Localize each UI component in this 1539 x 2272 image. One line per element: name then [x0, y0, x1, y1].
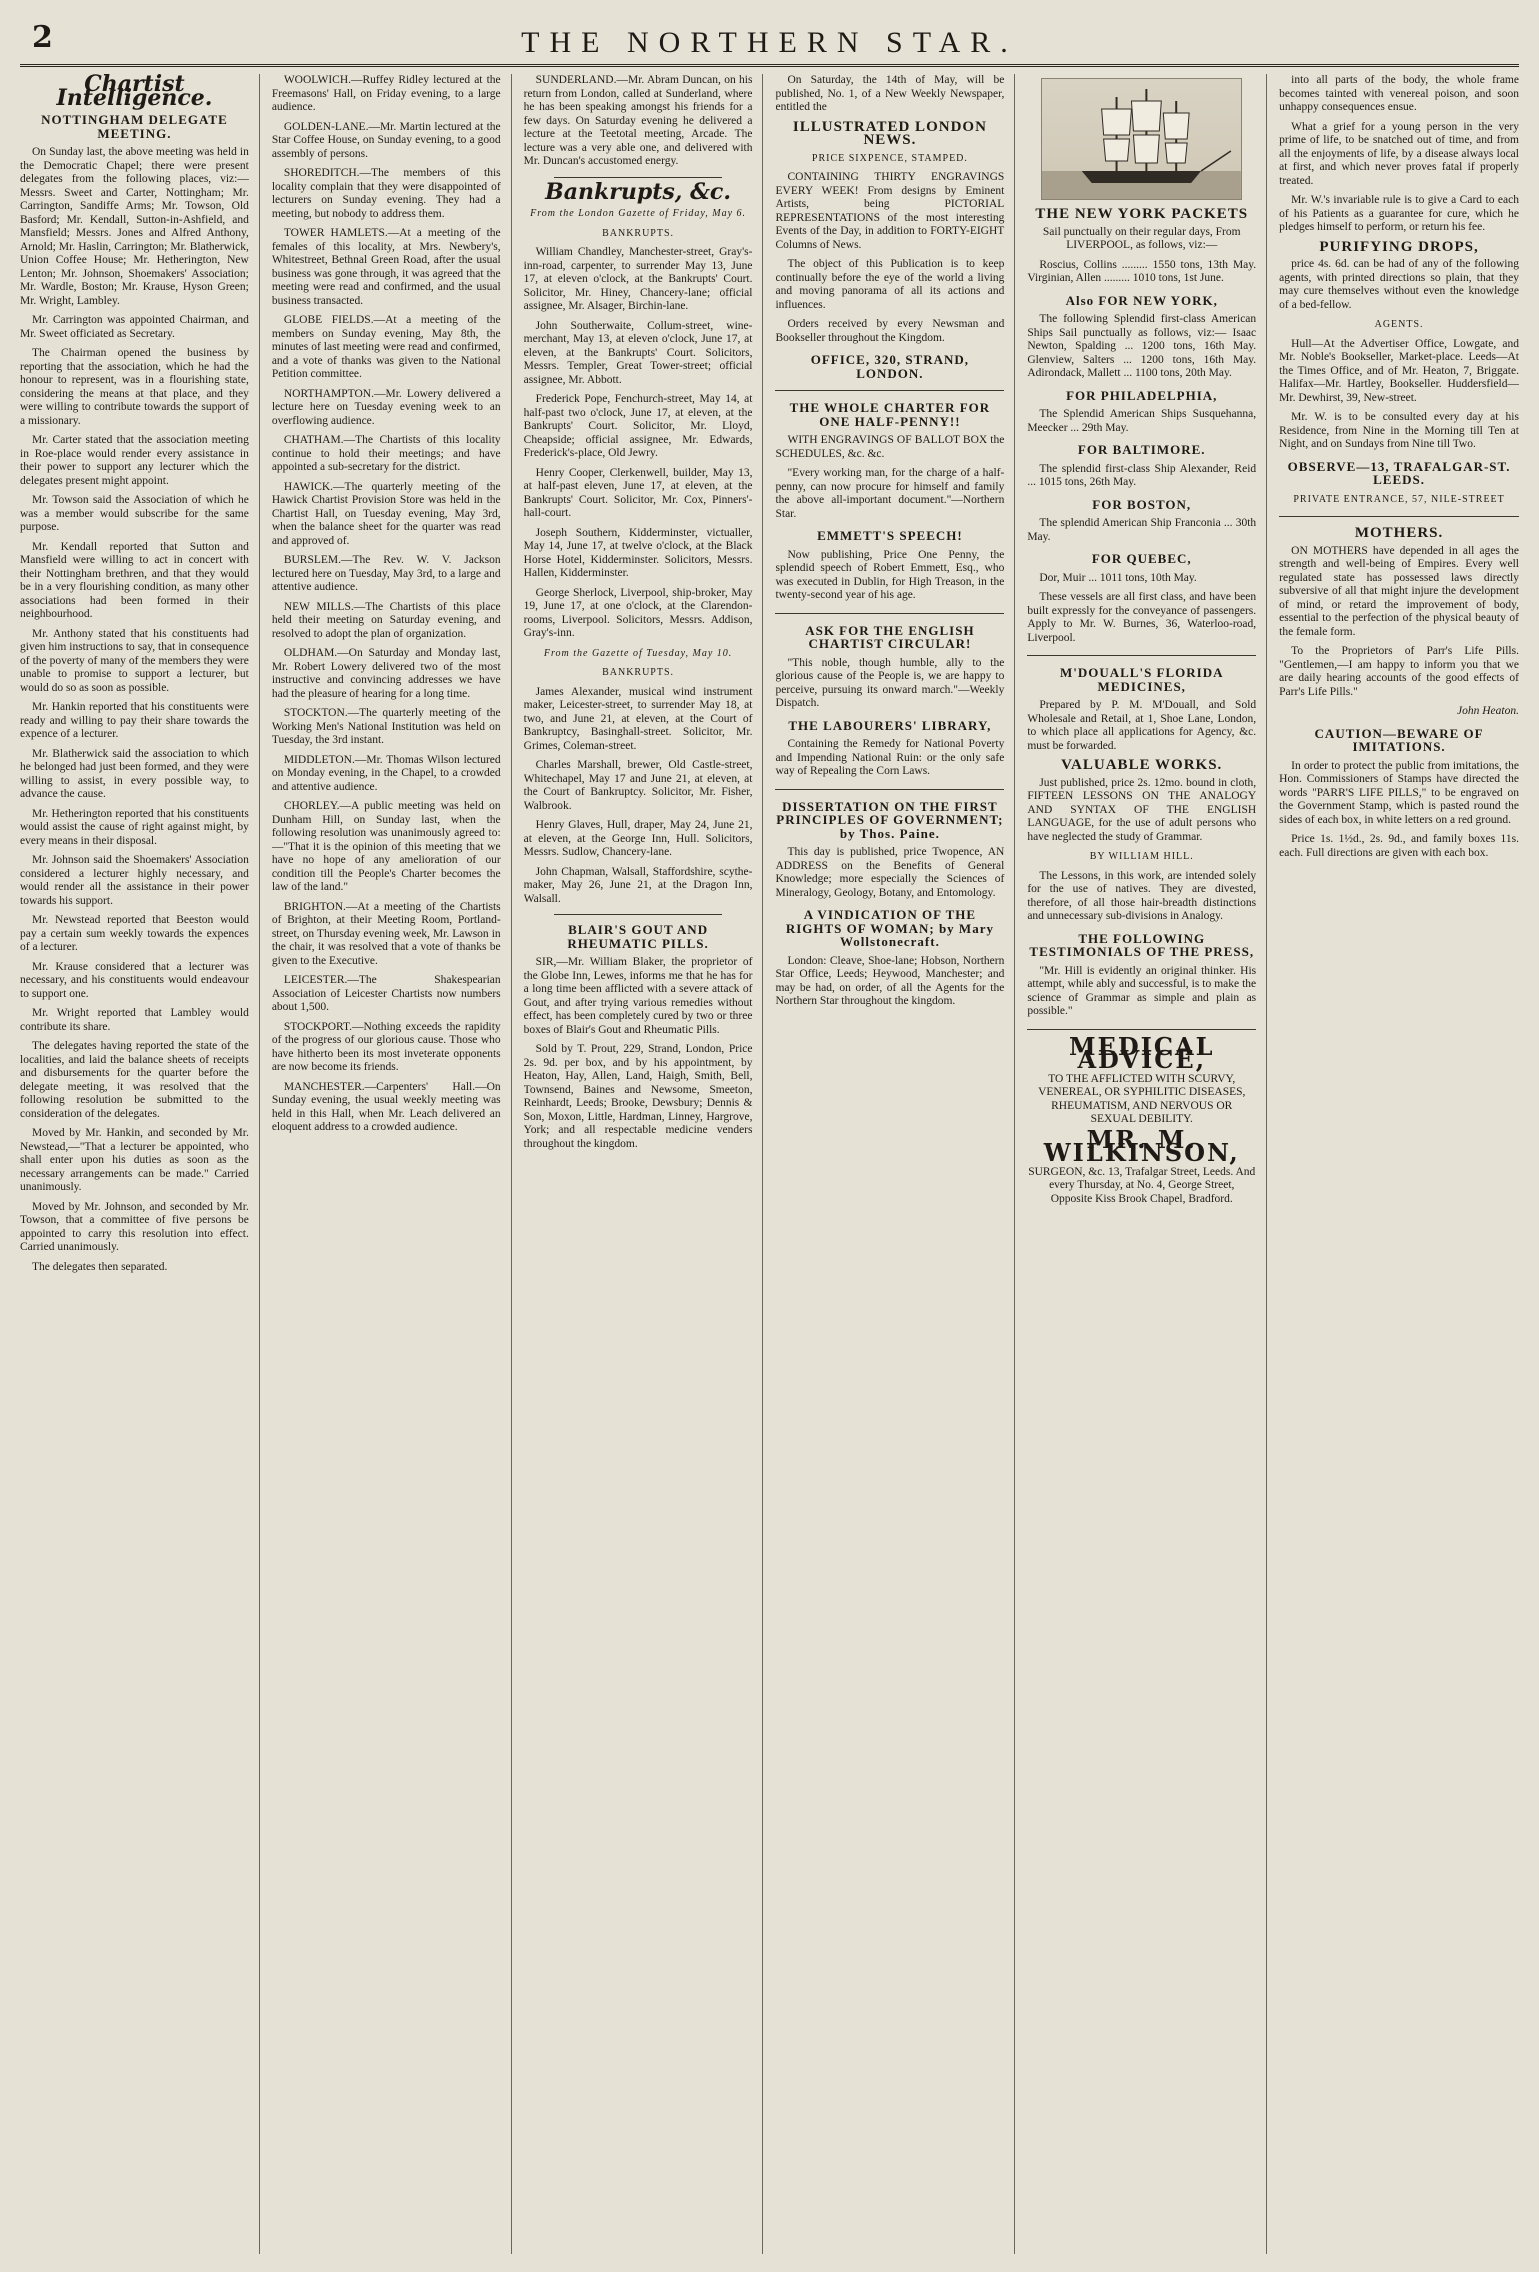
- article-paragraph: OLDHAM.—On Saturday and Monday last, Mr. Robert Lowery delivered two of the most instructive and convincing addresses we have had the pleasure of hearing for a long time.: [271, 647, 501, 700]
- ad-paragraph: London: Cleave, Shoe-lane; Hobson, Northern Star Office, Leeds; Heywood, Manchester; and may be had, on order, of all the Agents for the Northern Star throughout the kingdom.: [775, 954, 1005, 1007]
- ad-heading-valuable-works: VALUABLE WORKS.: [1061, 757, 1223, 773]
- ad-paragraph: WITH ENGRAVINGS OF BALLOT BOX the SCHEDULES, &c. &c.: [775, 434, 1005, 460]
- ad-paragraph: price 4s. 6d. can be had of any of the following agents, with printed directions so plain, that they may cure themselves without even the knowledge of a bed-fellow.: [1279, 258, 1519, 311]
- ad-office-address: OFFICE, 320, STRAND, LONDON.: [810, 352, 970, 381]
- ad-paragraph: The splendid first-class Ship Alexander, Reid ... 1015 tons, 26th May.: [1027, 462, 1257, 488]
- article-paragraph: On Sunday last, the above meeting was held in the Democratic Chapel; there were present delegates from the following places, viz:— Messrs. Sweet and Carter, Nottingham; Mr. Carrington, Sandiffe Arms; Mr. Towson, Old Basford; Mr. Kendall, Sutton-in-Ashfield, and Mansfield; Messrs. Jones and Alfred Anthony, Arnold; Mr. Haslin, Carrington; Mr. Blatherwick, Union Coffee House; Mr. Hetherington, New Lenton; Mr. Johnson, Shoemakers' Association; Mr. Wardle, Boston; Mr. Krause, Hyson Green; Mr. Wright, Lambley.: [20, 146, 249, 307]
- testimonial-signature: John Heaton.: [1457, 705, 1519, 717]
- ad-paragraph: "This noble, though humble, ally to the glorious cause of the People is, we are happy to perceive, pursuing its onward march."—Weekly Dispatch.: [775, 656, 1005, 709]
- ad-paragraph: into all parts of the body, the whole frame becomes tainted with venereal poison, and soon unhappy consequences ensue.: [1279, 74, 1519, 113]
- bankrupt-entry: James Alexander, musical wind instrument maker, Leicester-street, to surrender May 18, at two, and June 21, at eleven, at the Court of Bankruptcy, Basinghall-street. Solicitor, Mr. Grimes, Coleman-street.: [523, 685, 753, 752]
- section-heading-chartist: Chartist Intelligence.: [56, 74, 213, 111]
- ad-paragraph: The following Splendid first-class American Ships Sail punctually as follows, viz:— Isaac Newton, Spalding ... 1200 tons, 16th May. Glenview, Salters ... 1200 tons, 16th May. Adirondack, Mallett ... 1100 tons, 20th May.: [1027, 313, 1257, 379]
- article-paragraph: MANCHESTER.—Carpenters' Hall.—On Sunday evening, the usual weekly meeting was held in this Hall, when Mr. Leach delivered an eloquent address to a crowded audience.: [271, 1080, 501, 1133]
- ad-paragraph: Mr. W. is to be consulted every day at his Residence, from Nine in the Morning till Ten at Night, and on Sundays from Nine till Two.: [1279, 411, 1519, 450]
- ad-paragraph: Sold by T. Prout, 229, Strand, London, Price 2s. 9d. per box, and by his appointment, by Heaton, Hay, Allen, Land, Haigh, Smith, Bell, Townsend, Baines and Newsome, Smeeton, Reinhardt, Leeds; Brooke, Dewsbury; Dennis & Son, Moxon, Little, Hardman, Linney, Hargrove, York; and all respectable medicine venders throughout the kingdom.: [523, 1043, 753, 1150]
- ad-heading-medical-advice: MEDICAL ADVICE,: [1068, 1031, 1215, 1074]
- ad-paragraph: "Mr. Hill is evidently an original thinker. His attempt, while ably and successful, is to make the science of Grammar as simple and plain as possible.": [1027, 964, 1257, 1017]
- bankrupt-entry: Joseph Southern, Kidderminster, victualler, May 14, June 17, at twelve o'clock, at the Black Horse Hotel, Kidderminster. Solicitors, Messrs. Hallen, Kidderminster.: [523, 526, 753, 579]
- article-paragraph: LEICESTER.—The Shakespearian Association of Leicester Chartists now numbers about 1,500.: [271, 974, 501, 1013]
- article-paragraph: Mr. Krause considered that a lecturer was necessary, and his constituents would endeavour to support one.: [20, 960, 249, 1000]
- article-paragraph: Moved by Mr. Hankin, and seconded by Mr. Newstead,—"That a lecturer be appointed, who shall enter upon his duties as soon as the necessary arrangements can be made." Carried unanimously.: [20, 1127, 249, 1193]
- ad-heading-testimonials: THE FOLLOWING TESTIMONIALS OF THE PRESS,: [1029, 930, 1255, 959]
- article-paragraph: Mr. Hankin reported that his constituents were ready and willing to pay their share towards the expence of a lecturer.: [20, 701, 249, 740]
- article-paragraph: BURSLEM.—The Rev. W. V. Jackson lectured here on Tuesday, May 3rd, to a large and attentive audience.: [271, 554, 501, 593]
- article-paragraph: GOLDEN-LANE.—Mr. Martin lectured at the Star Coffee House, on Sunday evening, to a good assembly of persons.: [271, 120, 501, 160]
- article-paragraph: SUNDERLAND.—Mr. Abram Duncan, on his return from London, called at Sunderland, where he has been speaking amongst his friends for a few days. On Saturday evening he delivered a lecture at the Teetotal meeting, Arcade. The lecture was a very able one, and delivered with Mr. Duncan's accustomed energy.: [523, 74, 753, 167]
- ad-paragraph: SIR,—Mr. William Blaker, the proprietor of the Globe Inn, Lewes, informs me that he has for a long time been afflicted with a severe attack of Gout, and after trying various remedies without effect, has been completely cured by two or three boxes of Blair's Gout and Rheumatic Pills.: [523, 956, 753, 1036]
- ad-paragraph: To the Proprietors of Parr's Life Pills. "Gentlemen,—I am happy to inform you that we are daily hearing accounts of the good effects of Parr's Life Pills.": [1279, 645, 1519, 698]
- article-heading-nottingham: NOTTINGHAM DELEGATE MEETING.: [41, 112, 228, 141]
- ad-paragraph: Dor, Muir ... 1011 tons, 10th May.: [1039, 571, 1197, 584]
- ad-paragraph: Mr. W.'s invariable rule is to give a Card to each of his Patients as a guarantee for cure, which he pledges himself to perform, or return his fee.: [1279, 194, 1519, 233]
- ad-paragraph: TO THE AFFLICTED WITH SCURVY, VENEREAL, OR SYPHILITIC DISEASES, RHEUMATISM, AND NERVOUS OR SEXUAL DEBILITY.: [1038, 1072, 1246, 1125]
- bankrupt-entry: George Sherlock, Liverpool, ship-broker, May 19, June 17, at one o'clock, at the Clarendon-rooms, Liverpool. Solicitors, Messrs. Addison, Gray's-inn.: [523, 586, 753, 639]
- article-paragraph: STOCKPORT.—Nothing exceeds the rapidity of the progress of our glorious cause. Those who have hitherto been its most inveterate opponents are now become its friends.: [271, 1020, 501, 1073]
- ad-heading-wilkinson: MR. M. WILKINSON,: [1043, 1124, 1240, 1167]
- ad-private-entrance: PRIVATE ENTRANCE, 57, NILE-STREET: [1293, 493, 1505, 505]
- ad-subheading-quebec: FOR QUEBEC,: [1091, 551, 1192, 566]
- bankrupts-label: BANKRUPTS.: [602, 227, 675, 239]
- article-paragraph: NEW MILLS.—The Chartists of this place held their meeting on Saturday evening, and resolved to adopt the plan of organization.: [271, 600, 501, 640]
- sailing-ship-illustration: [1041, 78, 1242, 200]
- ad-paragraph: "Every working man, for the charge of a half-penny, can now procure for himself and family the above all-important document."—Northern Star.: [775, 467, 1005, 520]
- article-paragraph: Mr. Newstead reported that Beeston would pay a certain sum weekly towards the expences of a lecturer.: [20, 914, 249, 953]
- ad-heading-caution: CAUTION—BEWARE OF IMITATIONS.: [1314, 725, 1484, 754]
- article-paragraph: SHOREDITCH.—The members of this locality complain that they were disappointed of lecturers on Sunday evening. They had a meeting, but nobody to address them.: [271, 167, 501, 220]
- bankrupt-entry: Henry Glaves, Hull, draper, May 24, June 21, at eleven, at the George Inn, Hull. Solicitors, Messrs. Sudlow, Chancery-lane.: [523, 819, 753, 858]
- gazette-date: From the London Gazette of Friday, May 6.: [530, 208, 747, 219]
- divider: [1027, 1029, 1256, 1030]
- article-paragraph: Mr. Kendall reported that Sutton and Mansfield were willing to act in concert with their Nottingham brethren, and that they would be in a very flourishing condition, as many other associations had been formed in their neighbourhood.: [20, 540, 249, 620]
- ad-heading-blairs-pills: BLAIR'S GOUT AND RHEUMATIC PILLS.: [567, 922, 709, 951]
- divider: [554, 177, 723, 178]
- ad-heading-dissertation: DISSERTATION ON THE FIRST PRINCIPLES OF GOVERNMENT; by Thos. Paine.: [776, 798, 1004, 841]
- bankrupt-entry: Frederick Pope, Fenchurch-street, May 14, at half-past two o'clock, June 17, at eleven, at the Bankrupts' Court. Solicitor, Mr. Lloyd, Cheapside; official assignee, Mr. Edwards, Frederick's-place, Old Jewry.: [523, 393, 753, 459]
- ad-paragraph: Just published, price 2s. 12mo. bound in cloth, FIFTEEN LESSONS ON THE ANALOGY AND SYNTAX OF THE ENGLISH LANGUAGE, for the use of adult persons who have neglected the study of Grammar.: [1027, 776, 1257, 843]
- column-2: [272, 74, 512, 2254]
- article-paragraph: The delegates then separated.: [32, 1260, 168, 1273]
- ad-paragraph: On Saturday, the 14th of May, will be published, No. 1, of a New Weekly Newspaper, entitled the: [775, 74, 1005, 113]
- column-6: [1279, 74, 1519, 2254]
- article-paragraph: Mr. Anthony stated that his constituents had given him instructions to say, that in consequence of the poverty of many of the members they were unable to promise to support a lecturer, but would do so as soon as possible.: [20, 627, 249, 694]
- ad-subheading-new-york: Also FOR NEW YORK,: [1065, 292, 1218, 308]
- divider: [775, 390, 1004, 391]
- ad-author: BY WILLIAM HILL.: [1089, 851, 1194, 862]
- column-4: [775, 74, 1015, 2254]
- bankrupt-entry: John Chapman, Walsall, Staffordshire, scythe-maker, May 26, June 21, at the Dragon Inn, Walsall.: [523, 865, 753, 905]
- ad-paragraph: Containing the Remedy for National Poverty and Impending National Ruin: or the only safe way of Repealing the Corn Laws.: [775, 738, 1005, 777]
- article-paragraph: Mr. Blatherwick said the association to which he belonged had just been formed, and they were willing to assist, in every possible way, to advance the cause.: [20, 747, 249, 800]
- ad-paragraph: The Splendid American Ships Susquehanna, Meecker ... 29th May.: [1027, 408, 1257, 434]
- ship-icon: [1042, 79, 1241, 199]
- bankrupt-entry: Charles Marshall, brewer, Old Castle-street, Whitechapel, May 17 and June 21, at eleven, at the Court of Bankruptcy. Solicitor, Mr. Fisher, Walbrook.: [523, 759, 753, 812]
- ad-heading-ny-packets: THE NEW YORK PACKETS: [1035, 206, 1249, 222]
- ad-paragraph: The object of this Publication is to keep continually before the eye of the world a living and moving panorama of all its actions and influences.: [775, 258, 1005, 311]
- ad-paragraph: The splendid American Ship Franconia ... 30th May.: [1027, 517, 1257, 543]
- ad-paragraph: Now publishing, Price One Penny, the splendid speech of Robert Emmett, Esq., who was executed in Dublin, for High Treason, in the twenty-second year of his age.: [775, 548, 1005, 601]
- article-paragraph: CHORLEY.—A public meeting was held on Dunham Hill, on Sunday last, when the following resolution was unanimously agreed to:—"That it is the opinion of this meeting that we have no hope of any amelioration of our condition till the People's Charter becomes the law of the land.": [271, 800, 501, 893]
- article-paragraph: The Chairman opened the business by reporting that the association, which he had the honour to represent, was in a flourishing state, considering the means at that place, and they were willing to contribute towards the support of a missionary.: [20, 347, 249, 427]
- ad-subheading-boston: FOR BOSTON,: [1092, 496, 1192, 512]
- ad-heading-florida-medicines: M'DOUALL'S FLORIDA MEDICINES,: [1059, 665, 1224, 694]
- column-3: [524, 74, 764, 2254]
- ad-paragraph: ON MOTHERS have depended in all ages the strength and well-being of Empires. Every well regulated state has possessed laws directly subversive of all that might injure the development of mind, or retard the improvement of body, essential to the perfection of the physical beauty of the female form.: [1279, 544, 1519, 638]
- page-number: 2: [32, 20, 53, 55]
- masthead: [20, 18, 1519, 67]
- newspaper-title: THE NORTHERN STAR.: [521, 26, 1018, 59]
- article-paragraph: Moved by Mr. Johnson, and seconded by Mr. Towson, that a committee of five persons be appointed to carry this resolution into effect. Carried unanimously.: [20, 1200, 249, 1253]
- ad-heading-emmett: EMMETT'S SPEECH!: [817, 528, 963, 543]
- article-paragraph: TOWER HAMLETS.—At a meeting of the females of this locality, at Mrs. Newbery's, Whitestreet, Bethnal Green Road, after the usual business was gone through, it was agreed that the meeting were read and confirmed, and the usual business transacted.: [271, 227, 501, 307]
- columns: [20, 74, 1519, 2254]
- ad-address: OBSERVE—13, TRAFALGAR-ST. LEEDS.: [1287, 458, 1511, 487]
- bankrupts-label: BANKRUPTS.: [602, 667, 675, 678]
- ad-subheading-philadelphia: FOR PHILADELPHIA,: [1066, 387, 1218, 403]
- column-5: [1027, 74, 1267, 2254]
- ad-paragraph: CONTAINING THIRTY ENGRAVINGS EVERY WEEK! From designs by Eminent Artists, being PICTORIAL REPRESENTATIONS of the most interesting Events of the Day, in addition to FORTY-EIGHT Columns of News.: [775, 171, 1005, 251]
- ad-paragraph: Orders received by every Newsman and Bookseller throughout the Kingdom.: [775, 318, 1005, 344]
- ad-paragraph: Roscius, Collins ......... 1550 tons, 13th May. Virginian, Allen ......... 1010 tons, 1st June.: [1027, 258, 1257, 284]
- article-paragraph: Mr. Wright reported that Lambley would contribute its share.: [20, 1007, 249, 1033]
- ad-agents-label: AGENTS.: [1374, 319, 1424, 330]
- article-paragraph: STOCKTON.—The quarterly meeting of the Working Men's National Institution was held on Tuesday, the 3rd instant.: [271, 707, 501, 746]
- ad-paragraph: Sail punctually on their regular days, From LIVERPOOL, as follows, viz:—: [1042, 225, 1241, 251]
- ad-subheading-baltimore: FOR BALTIMORE.: [1077, 442, 1206, 457]
- section-heading-bankrupts: Bankrupts, &c.: [545, 178, 731, 205]
- article-paragraph: NORTHAMPTON.—Mr. Lowery delivered a lecture here on Tuesday evening week to an overflowing audience.: [271, 387, 501, 427]
- article-paragraph: BRIGHTON.—At a meeting of the Chartists of Brighton, at their Meeting Room, Portland-street, on Thursday evening week, Mr. Lawson in the chair, it was resolved that a vote of thanks be given to the Executive.: [271, 900, 501, 967]
- ad-heading-illustrated-news: ILLUSTRATED LONDON NEWS.: [792, 118, 987, 148]
- ad-paragraph: What a grief for a young person in the very prime of life, to be snatched out of time, and from all the enjoyments of life, by a disease always local at first, and which never proves fatal if properly treated.: [1279, 120, 1519, 187]
- article-paragraph: Mr. Towson said the Association of which he was a member would subscribe for the same purpose.: [20, 494, 249, 533]
- ad-paragraph: SURGEON, &c. 13, Trafalgar Street, Leeds. And every Thursday, at No. 4, George Street, Opposite Kiss Brook Chapel, Bradford.: [1028, 1165, 1256, 1205]
- divider: [554, 914, 723, 915]
- ad-heading-purifying-drops: PURIFYING DROPS,: [1319, 238, 1479, 255]
- ad-heading-whole-charter: THE WHOLE CHARTER FOR ONE HALF-PENNY!!: [789, 400, 991, 429]
- article-paragraph: Mr. Hetherington reported that his constituents would assist the cause of right against might, by every means in their disposal.: [20, 807, 249, 847]
- ad-heading-labourers-library: THE LABOURERS' LIBRARY,: [788, 717, 992, 733]
- ad-paragraph: Prepared by P. M. M'Douall, and Sold Wholesale and Retail, at 1, Shoe Lane, London, to which place all applications for Agency, &c. must be forwarded.: [1027, 699, 1257, 752]
- ad-heading-vindication: A VINDICATION OF THE RIGHTS OF WOMAN; by Mary Wollstonecraft.: [785, 907, 994, 949]
- ad-heading-mothers: MOTHERS.: [1354, 525, 1444, 541]
- article-paragraph: Mr. Carrington was appointed Chairman, and Mr. Sweet officiated as Secretary.: [20, 314, 249, 340]
- bankrupt-entry: Henry Cooper, Clerkenwell, builder, May 13, at half-past eleven, June 17, at eleven, at the Bankrupts' Court. Solicitor, Mr. Cox, Pinners'-hall-court.: [523, 466, 753, 519]
- article-paragraph: Mr. Johnson said the Shoemakers' Association considered a lecturer highly necessary, and would render all the assistance in their power towards his support.: [20, 854, 249, 907]
- article-paragraph: MIDDLETON.—Mr. Thomas Wilson lectured on Monday evening, in the Chapel, to a crowded and attentive audience.: [271, 753, 501, 793]
- gazette-date: From the Gazette of Tuesday, May 10.: [543, 647, 733, 659]
- article-paragraph: HAWICK.—The quarterly meeting of the Hawick Chartist Provision Store was held in the Chartist Hall, on Tuesday evening, May 3rd, when the balance sheet for the quarter was read and approved of.: [271, 480, 501, 547]
- article-paragraph: CHATHAM.—The Chartists of this locality continue to hold their meetings; and have appointed a sub-secretary for the district.: [271, 434, 501, 473]
- ad-paragraph: Hull—At the Advertiser Office, Lowgate, and Mr. Noble's Bookseller, Market-place. Leeds—At the Times Office, and of Mr. Heaton, 7, Briggate. Halifax—Mr. Hartley, Bookseller. Huddersfield—Mr. Dewhirst, 39, New-street.: [1279, 337, 1519, 404]
- bankrupt-entry: William Chandley, Manchester-street, Gray's-inn-road, carpenter, to surrender May 13, June 17, at eleven o'clock, at the Bankrupts' Court. Solicitor, Mr. Hiney, Chancery-lane; official assignee, Mr. Alsager, Birchin-lane.: [523, 246, 753, 312]
- divider: [775, 789, 1004, 790]
- article-paragraph: Mr. Carter stated that the association meeting in Roe-place would render every assistance in their power to support any lecturer which the delegates present might appoint.: [20, 434, 249, 487]
- divider: [775, 613, 1004, 614]
- ad-paragraph: This day is published, price Twopence, AN ADDRESS on the Benefits of General Knowledge; more especially the Sciences of Mineralogy, Geology, Botany, and Entomology.: [775, 846, 1005, 899]
- ad-paragraph: The Lessons, in this work, are intended solely for the use of natives. They are divested, therefore, of all those hair-breadth distinctions and unnecessary sub-divisions in Analogy.: [1027, 869, 1257, 922]
- divider: [1027, 655, 1256, 656]
- article-paragraph: The delegates having reported the state of the localities, and laid the balance sheets of receipts and disbursements for the quarter before the delegate meeting, it was resolved that the following resolution be submitted to the consideration of the delegates.: [20, 1040, 249, 1120]
- ad-paragraph: Price 1s. 1½d., 2s. 9d., and family boxes 11s. each. Full directions are given with each box.: [1279, 833, 1519, 859]
- bankrupt-entry: John Southerwaite, Collum-street, wine-merchant, May 13, at eleven o'clock, June 17, at eleven, at the Bankrupts' Court. Solicitors, Messrs. Templer, Great Tower-street; official assignee, Mr. Abbott.: [523, 319, 753, 386]
- ad-paragraph: These vessels are all first class, and have been built expressly for the conveyance of passengers. Apply to Mr. W. Burnes, 36, Waterloo-road, Liverpool.: [1027, 591, 1257, 644]
- article-paragraph: GLOBE FIELDS.—At a meeting of the members on Sunday evening, May 8th, the minutes of last meeting were read and confirmed, and a vote of thanks was given to the National Petition committee.: [271, 314, 501, 380]
- ad-heading-circular: ASK FOR THE ENGLISH CHARTIST CIRCULAR!: [805, 622, 975, 651]
- ad-price: PRICE SIXPENCE, STAMPED.: [811, 152, 968, 164]
- column-1: [20, 74, 260, 2254]
- ad-paragraph: In order to protect the public from imitations, the Hon. Commissioners of Stamps have directed the words "PARR'S LIFE PILLS," to be engraved on the Government Stamp, which is pasted round the sides of each box, in white letters on a red ground.: [1279, 759, 1519, 826]
- divider: [1279, 516, 1519, 517]
- article-paragraph: WOOLWICH.—Ruffey Ridley lectured at the Freemasons' Hall, on Friday evening, to a large audience.: [271, 74, 501, 113]
